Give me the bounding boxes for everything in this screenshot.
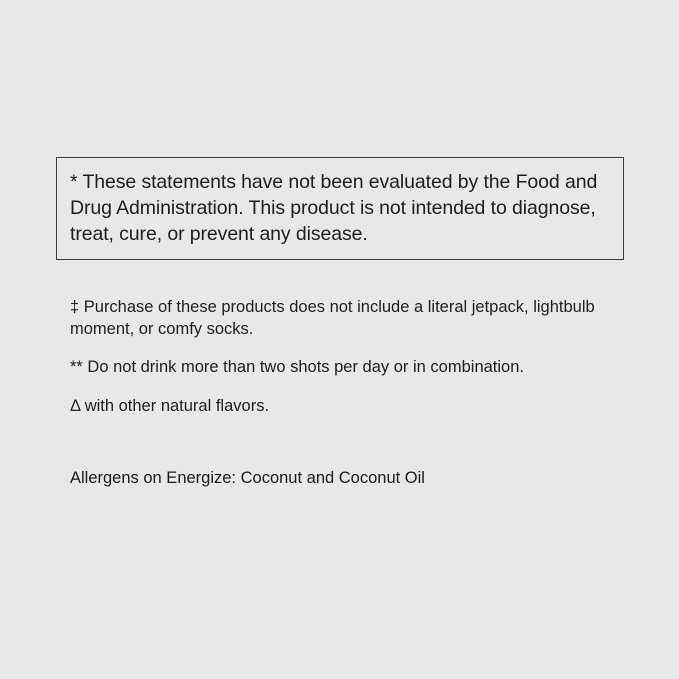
dosage-footnote: ** Do not drink more than two shots per day or in combination. (70, 358, 524, 376)
fda-disclaimer-text: * These statements have not been evaluated by the Food and Drug Administration. This product is not intended to diagnose, treat, cure, or prevent any disease. (70, 171, 598, 245)
jetpack-footnote: ‡ Purchase of these products does not include a literal jetpack, lightbulb moment, or comfy socks. (70, 298, 595, 338)
allergens-statement: Allergens on Energize: Coconut and Coconut Oil (70, 469, 425, 487)
fda-disclaimer-box (56, 157, 624, 260)
flavors-footnote: Δ with other natural flavors. (70, 397, 270, 415)
